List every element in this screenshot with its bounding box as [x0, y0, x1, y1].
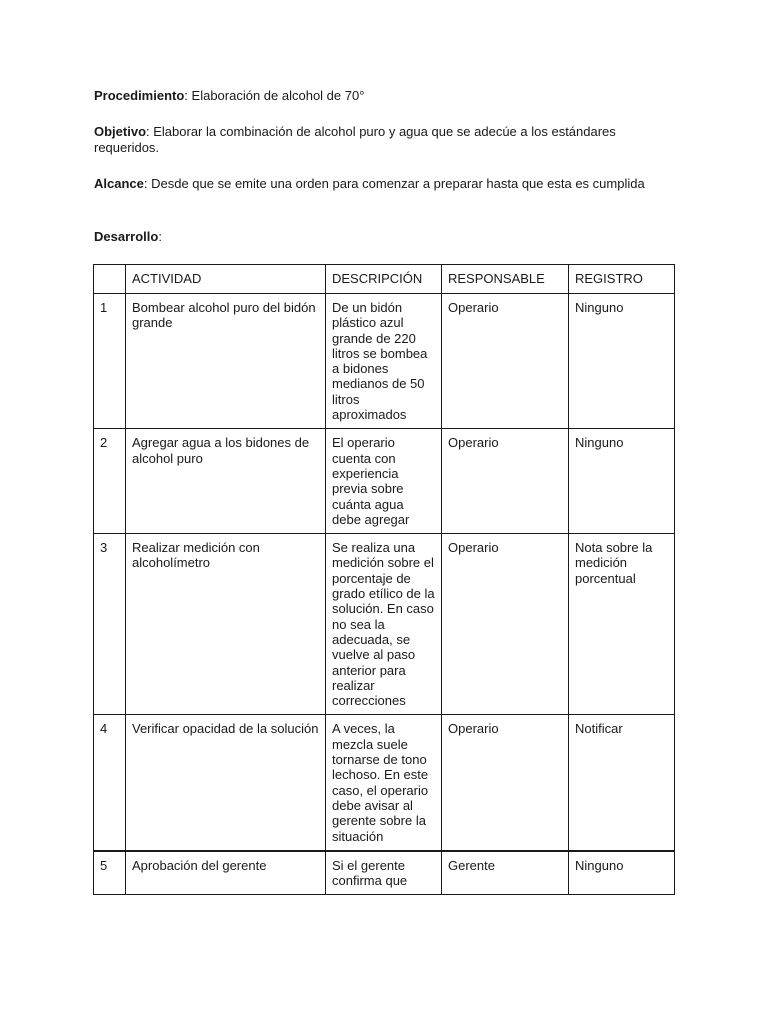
cell-responsable: Operario [442, 534, 569, 715]
desarrollo-label: Desarrollo [94, 229, 159, 244]
cell-registro: Ninguno [569, 429, 675, 534]
header-cell-actividad: ACTIVIDAD [126, 265, 326, 294]
procedimiento-text: Elaboración de alcohol de 70° [191, 88, 365, 103]
cell-actividad: Verificar opacidad de la solución [126, 715, 326, 851]
cell-responsable: Operario [442, 715, 569, 851]
cell-number: 1 [94, 294, 126, 429]
cell-registro: Nota sobre la medición porcentual [569, 534, 675, 715]
alcance-separator: : [143, 176, 152, 191]
cell-descripcion: El operario cuenta con experiencia previa sobre cuánta agua debe agregar [326, 429, 442, 534]
table-header-row [94, 265, 675, 294]
cell-responsable: Operario [442, 429, 569, 534]
table-row [94, 851, 675, 895]
objetivo-label: Objetivo [94, 124, 147, 139]
cell-actividad: Bombear alcohol puro del bidón grande [126, 294, 326, 429]
objetivo-separator: : [146, 124, 154, 139]
cell-number: 4 [94, 715, 126, 851]
procedure-table [93, 264, 675, 895]
procedimiento-line [94, 88, 684, 104]
header-cell-descripcion: DESCRIPCIÓN [326, 265, 442, 294]
cell-number: 3 [94, 534, 126, 715]
table-row [94, 534, 675, 715]
cell-registro: Ninguno [569, 851, 675, 895]
cell-actividad: Aprobación del gerente [126, 851, 326, 895]
cell-responsable: Gerente [442, 851, 569, 895]
cell-registro: Notificar [569, 715, 675, 851]
cell-descripcion: De un bidón plástico azul grande de 220 litros se bombea a bidones medianos de 50 litros aproximados [326, 294, 442, 429]
table-row [94, 429, 675, 534]
header-cell-registro: REGISTRO [569, 265, 675, 294]
alcance-text: Desde que se emite una orden para comenzar a preparar hasta que esta es cumplida [151, 176, 645, 191]
cell-descripcion: Si el gerente confirma que [326, 851, 442, 895]
cell-number: 5 [94, 851, 126, 895]
cell-actividad: Agregar agua a los bidones de alcohol puro [126, 429, 326, 534]
alcance-label: Alcance [94, 176, 144, 191]
desarrollo-heading [94, 229, 684, 245]
header-cell-responsable: RESPONSABLE [442, 265, 569, 294]
procedimiento-label: Procedimiento [94, 88, 185, 103]
table-row [94, 715, 675, 851]
objetivo-paragraph [94, 124, 684, 155]
cell-responsable: Operario [442, 294, 569, 429]
cell-descripcion: A veces, la mezcla suele tornarse de tono lechoso. En este caso, el operario debe avisar al gerente sobre la situación [326, 715, 442, 851]
cell-number: 2 [94, 429, 126, 534]
desarrollo-separator: : [158, 229, 162, 244]
procedimiento-separator: : [184, 88, 192, 103]
table-row [94, 294, 675, 429]
objetivo-text: Elaborar la combinación de alcohol puro y agua que se adecúe a los estándares requeridos. [94, 124, 616, 155]
cell-actividad: Realizar medición con alcoholímetro [126, 534, 326, 715]
header-cell-number [94, 265, 126, 294]
cell-descripcion: Se realiza una medición sobre el porcentaje de grado etílico de la solución. En caso no sea la adecuada, se vuelve al paso anterior para realizar correcciones [326, 534, 442, 715]
alcance-paragraph [94, 176, 684, 192]
cell-registro: Ninguno [569, 294, 675, 429]
